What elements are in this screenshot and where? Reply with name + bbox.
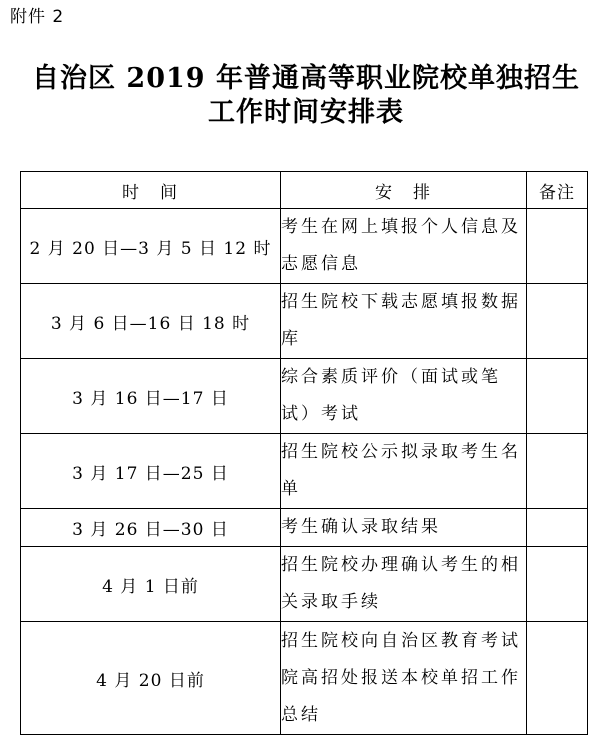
table-row: [21, 509, 588, 547]
row-arrangement: 考生在网上填报个人信息及志愿信息: [281, 209, 527, 284]
table-row: [21, 359, 588, 434]
header-arrangement: 安 排: [281, 172, 527, 209]
row-time: 3 月 6 日—16 日 18 时: [21, 284, 281, 359]
document-title-line-1: 自治区 2019 年普通高等职业院校单独招生: [32, 63, 580, 94]
row-note: [527, 622, 588, 735]
row-time: 4 月 1 日前: [21, 547, 281, 622]
table-row: [21, 622, 588, 735]
row-note: [527, 209, 588, 284]
row-arrangement: 招生院校办理确认考生的相关录取手续: [281, 547, 527, 622]
row-note: [527, 434, 588, 509]
row-arrangement: 招生院校向自治区教育考试院高招处报送本校单招工作总结: [281, 622, 527, 735]
row-time: 2 月 20 日—3 月 5 日 12 时: [21, 209, 281, 284]
row-time: 4 月 20 日前: [21, 622, 281, 735]
attachment-label: 附件 2: [10, 7, 65, 27]
table-header-row: [21, 172, 588, 209]
row-arrangement: 招生院校下载志愿填报数据库: [281, 284, 527, 359]
document-title-line-2: 工作时间安排表: [208, 97, 404, 128]
row-note: [527, 359, 588, 434]
header-time: 时 间: [21, 172, 281, 209]
row-note: [527, 547, 588, 622]
row-arrangement: 综合素质评价（面试或笔试）考试: [281, 359, 527, 434]
row-time: 3 月 26 日—30 日: [21, 509, 281, 547]
row-note: [527, 509, 588, 547]
row-arrangement: 考生确认录取结果: [281, 509, 527, 547]
row-time: 3 月 17 日—25 日: [21, 434, 281, 509]
table-row: [21, 209, 588, 284]
row-note: [527, 284, 588, 359]
row-arrangement: 招生院校公示拟录取考生名单: [281, 434, 527, 509]
table-row: [21, 284, 588, 359]
schedule-table: [20, 171, 588, 735]
header-note: 备注: [527, 172, 588, 209]
table-row: [21, 434, 588, 509]
row-time: 3 月 16 日—17 日: [21, 359, 281, 434]
table-row: [21, 547, 588, 622]
